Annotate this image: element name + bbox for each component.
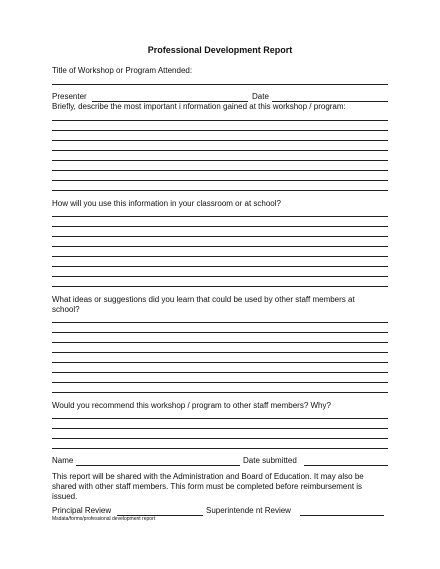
answer-line[interactable] (52, 150, 388, 151)
answer-line[interactable] (52, 236, 388, 237)
answer-line[interactable] (52, 140, 388, 141)
question-3-line-1: What ideas or suggestions did you learn that could be used by other staff members at (52, 295, 355, 304)
presenter-label: Presenter (52, 92, 87, 101)
answer-line[interactable] (52, 448, 388, 449)
date-submitted-field[interactable] (304, 465, 388, 466)
notice-text: This report will be shared with the Administration and Board of Education. It may also be shared with other staff members. This form must be completed before reimbursement is issued. (52, 472, 364, 501)
answer-line[interactable] (52, 190, 388, 191)
date-label: Date (252, 92, 269, 101)
answer-line[interactable] (52, 226, 388, 227)
question-3-line-2: school? (52, 305, 80, 314)
answer-line[interactable] (52, 130, 388, 131)
question-4: Would you recommend this workshop / program to other staff members? Why? (52, 401, 331, 410)
answer-line[interactable] (52, 352, 388, 353)
answer-line[interactable] (52, 342, 388, 343)
answer-line[interactable] (52, 418, 388, 419)
answer-line[interactable] (52, 180, 388, 181)
name-label: Name (52, 456, 74, 465)
page-title: Professional Development Report (147, 45, 293, 55)
answer-line[interactable] (52, 246, 388, 247)
answer-line[interactable] (52, 286, 388, 287)
answer-line[interactable] (52, 170, 388, 171)
answer-line[interactable] (52, 216, 388, 217)
date-submitted-label: Date submitted (243, 456, 297, 465)
footer-path: Msdata/forms/professional development report (52, 516, 156, 522)
answer-line[interactable] (52, 256, 388, 257)
answer-line[interactable] (52, 266, 388, 267)
answer-line[interactable] (52, 120, 388, 121)
answer-line[interactable] (52, 362, 388, 363)
superintendent-review-label: Superintende nt Review (206, 506, 291, 515)
answer-line[interactable] (52, 332, 388, 333)
answer-line[interactable] (52, 372, 388, 373)
superintendent-review-field[interactable] (300, 515, 384, 516)
answer-line[interactable] (52, 322, 388, 323)
answer-line[interactable] (52, 276, 388, 277)
answer-line[interactable] (52, 438, 388, 439)
answer-line[interactable] (52, 160, 388, 161)
principal-review-label: Principal Review (52, 506, 112, 515)
workshop-title-label: Title of Workshop or Program Attended: (52, 66, 193, 75)
question-1: Briefly, describe the most important i nformation gained at this workshop / program: (52, 102, 346, 111)
workshop-title-line[interactable] (52, 84, 388, 85)
name-field[interactable] (76, 465, 240, 466)
answer-line[interactable] (52, 428, 388, 429)
answer-line[interactable] (52, 392, 388, 393)
answer-line[interactable] (52, 382, 388, 383)
question-2: How will you use this information in your classroom or at school? (52, 199, 281, 208)
